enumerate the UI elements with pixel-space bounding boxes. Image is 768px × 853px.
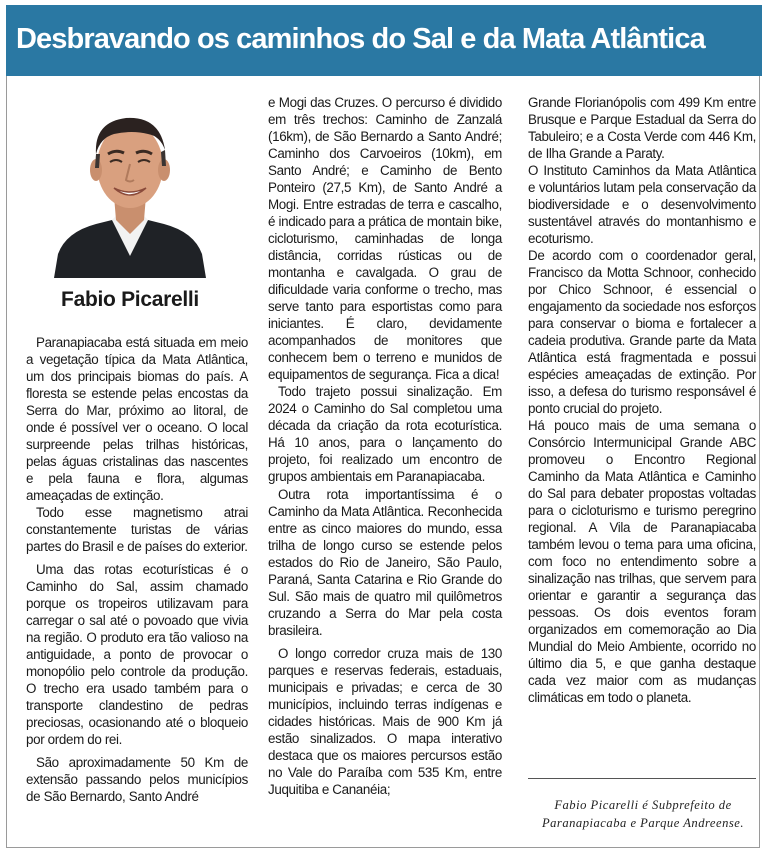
- paragraph: O longo corredor cruza mais de 130 parques e reservas federais, estaduais, municipais e privadas; e cerca de 30 municípios, incluindo terras indígenas e cidades históricas. Mais de 900 Km já estão sinalizados. O mapa interativo destaca que os maiores percursos estão no Vale do Paraíba com 535 Km, entre Juquitiba e Cananéia;: [268, 646, 502, 797]
- paragraph: São aproximadamente 50 Km de extensão passando pelos municípios de São Bernardo, Santo André: [26, 755, 248, 804]
- column-1: [26, 334, 248, 805]
- column-2: [268, 94, 502, 798]
- column-3: [528, 94, 756, 706]
- paragraph: De acordo com o coordenador geral, Francisco da Motta Schnoor, conhecido por Chico Schnoor, é essencial o engajamento da sociedade nos esforços para conservar o bioma e fortalecer a cadeia produtiva. Grande parte da Mata Atlântica está fragmentada e possui espécies ameaçadas de extinção. Por isso, a defesa do turismo responsável é ponto crucial do projeto.: [528, 248, 756, 416]
- paragraph: Paranapiacaba está situada em meio a vegetação típica da Mata Atlântica, um dos principais biomas do país. A floresta se estende pelas encostas da Serra do Mar, próximo ao litoral, de onde é possível ver o oceano. O local surpreende pelas trilhas históricas, pelas águas cristalinas das nascentes e pela fauna e flora, algumas ameaçadas de extinção.: [26, 335, 248, 503]
- headline-banner: [6, 5, 762, 76]
- paragraph: Há pouco mais de uma semana o Consórcio Intermunicipal Grande ABC promoveu o Encontro Regional Caminho da Mata Atlântica e Caminho do Sal para debater propostas voltadas para o cicloturismo e turismo peregrino regional. A Vila de Paranapiacaba também levou o tema para uma oficina, com foco no entendimento sobre a sinalização nas trilhas, que servem para orientar e garantir a segurança das pessoas. Os dois eventos foram organizados em comemoração ao Dia Mundial do Meio Ambiente, ocorrido no último dia 5, e que ganha destaque cada vez maior com as mudanças climáticas em todo o planeta.: [528, 418, 756, 705]
- author-photo: [52, 104, 208, 278]
- headline: Desbravando os caminhos do Sal e da Mata Atlântica: [16, 23, 705, 55]
- author-name: Fabio Picarelli: [61, 288, 199, 311]
- paragraph: Outra rota importantíssima é o Caminho da Mata Atlântica. Reconhecida entre as cinco maiores do mundo, essa trilha de longo curso se estende pelos estados do Rio de Janeiro, São Paulo, Paraná, Santa Catarina e Rio Grande do Sul. São mais de quatro mil quilômetros cruzando a Serra do Mar pela costa brasileira.: [268, 487, 502, 638]
- paragraph: Grande Florianópolis com 499 Km entre Brusque e Parque Estadual da Serra do Tabuleiro; e a Costa Verde com 446 Km, de Ilha Grande a Paraty.: [528, 95, 756, 161]
- paragraph: Uma das rotas ecoturísticas é o Caminho do Sal, assim chamado porque os tropeiros utilizavam para carregar o sal até o povoado que vivia na região. O produto era tão valioso na antiguidade, a ponto de provocar o monopólio pelo controle da produção. O trecho era usado também para o transporte clandestino de pedras preciosas, ocasionando até o bloqueio por ordem do rei.: [26, 562, 248, 747]
- paragraph: O Instituto Caminhos da Mata Atlântica e voluntários lutam pela conservação da biodiversidade e o desenvolvimento sustentável através do montanhismo e ecoturismo.: [528, 163, 756, 246]
- signature-divider: [528, 778, 756, 779]
- paragraph: Todo trajeto possui sinalização. Em 2024 o Caminho do Sal completou uma década da criação da rota ecoturística. Há 10 anos, para o lançamento do projeto, foi realizado um encontro de grupos ambientais em Paranapiacaba.: [268, 384, 502, 484]
- author-portrait-icon: [52, 104, 208, 278]
- author-signature: Fabio Picarelli é Subprefeito de Paranapiacaba e Parque Andreense.: [541, 798, 745, 830]
- paragraph: Todo esse magnetismo atrai constantemente turistas de várias partes do Brasil e de países do exterior.: [26, 505, 248, 554]
- paragraph: e Mogi das Cruzes. O percurso é dividido em três trechos: Caminho de Zanzalá (16km), de São Bernardo a Santo André; Caminho dos Carvoeiros (10km), em Santo André; e Caminho de Bento Ponteiro (27,5 Km), de Santo André a Mogi. Entre estradas de terra e cascalho, é indicado para a prática de montain bike, cicloturismo, caminhadas de longa distância, corridas rústicas ou de montanha e cavalgada. O grau de dificuldade varia conforme o trecho, mas serve tanto para esportistas como para iniciantes. É claro, devidamente acompanhados de monitores que conhecem bem o terreno e munidos de equipamentos de segurança. Fica a dica!: [268, 95, 502, 382]
